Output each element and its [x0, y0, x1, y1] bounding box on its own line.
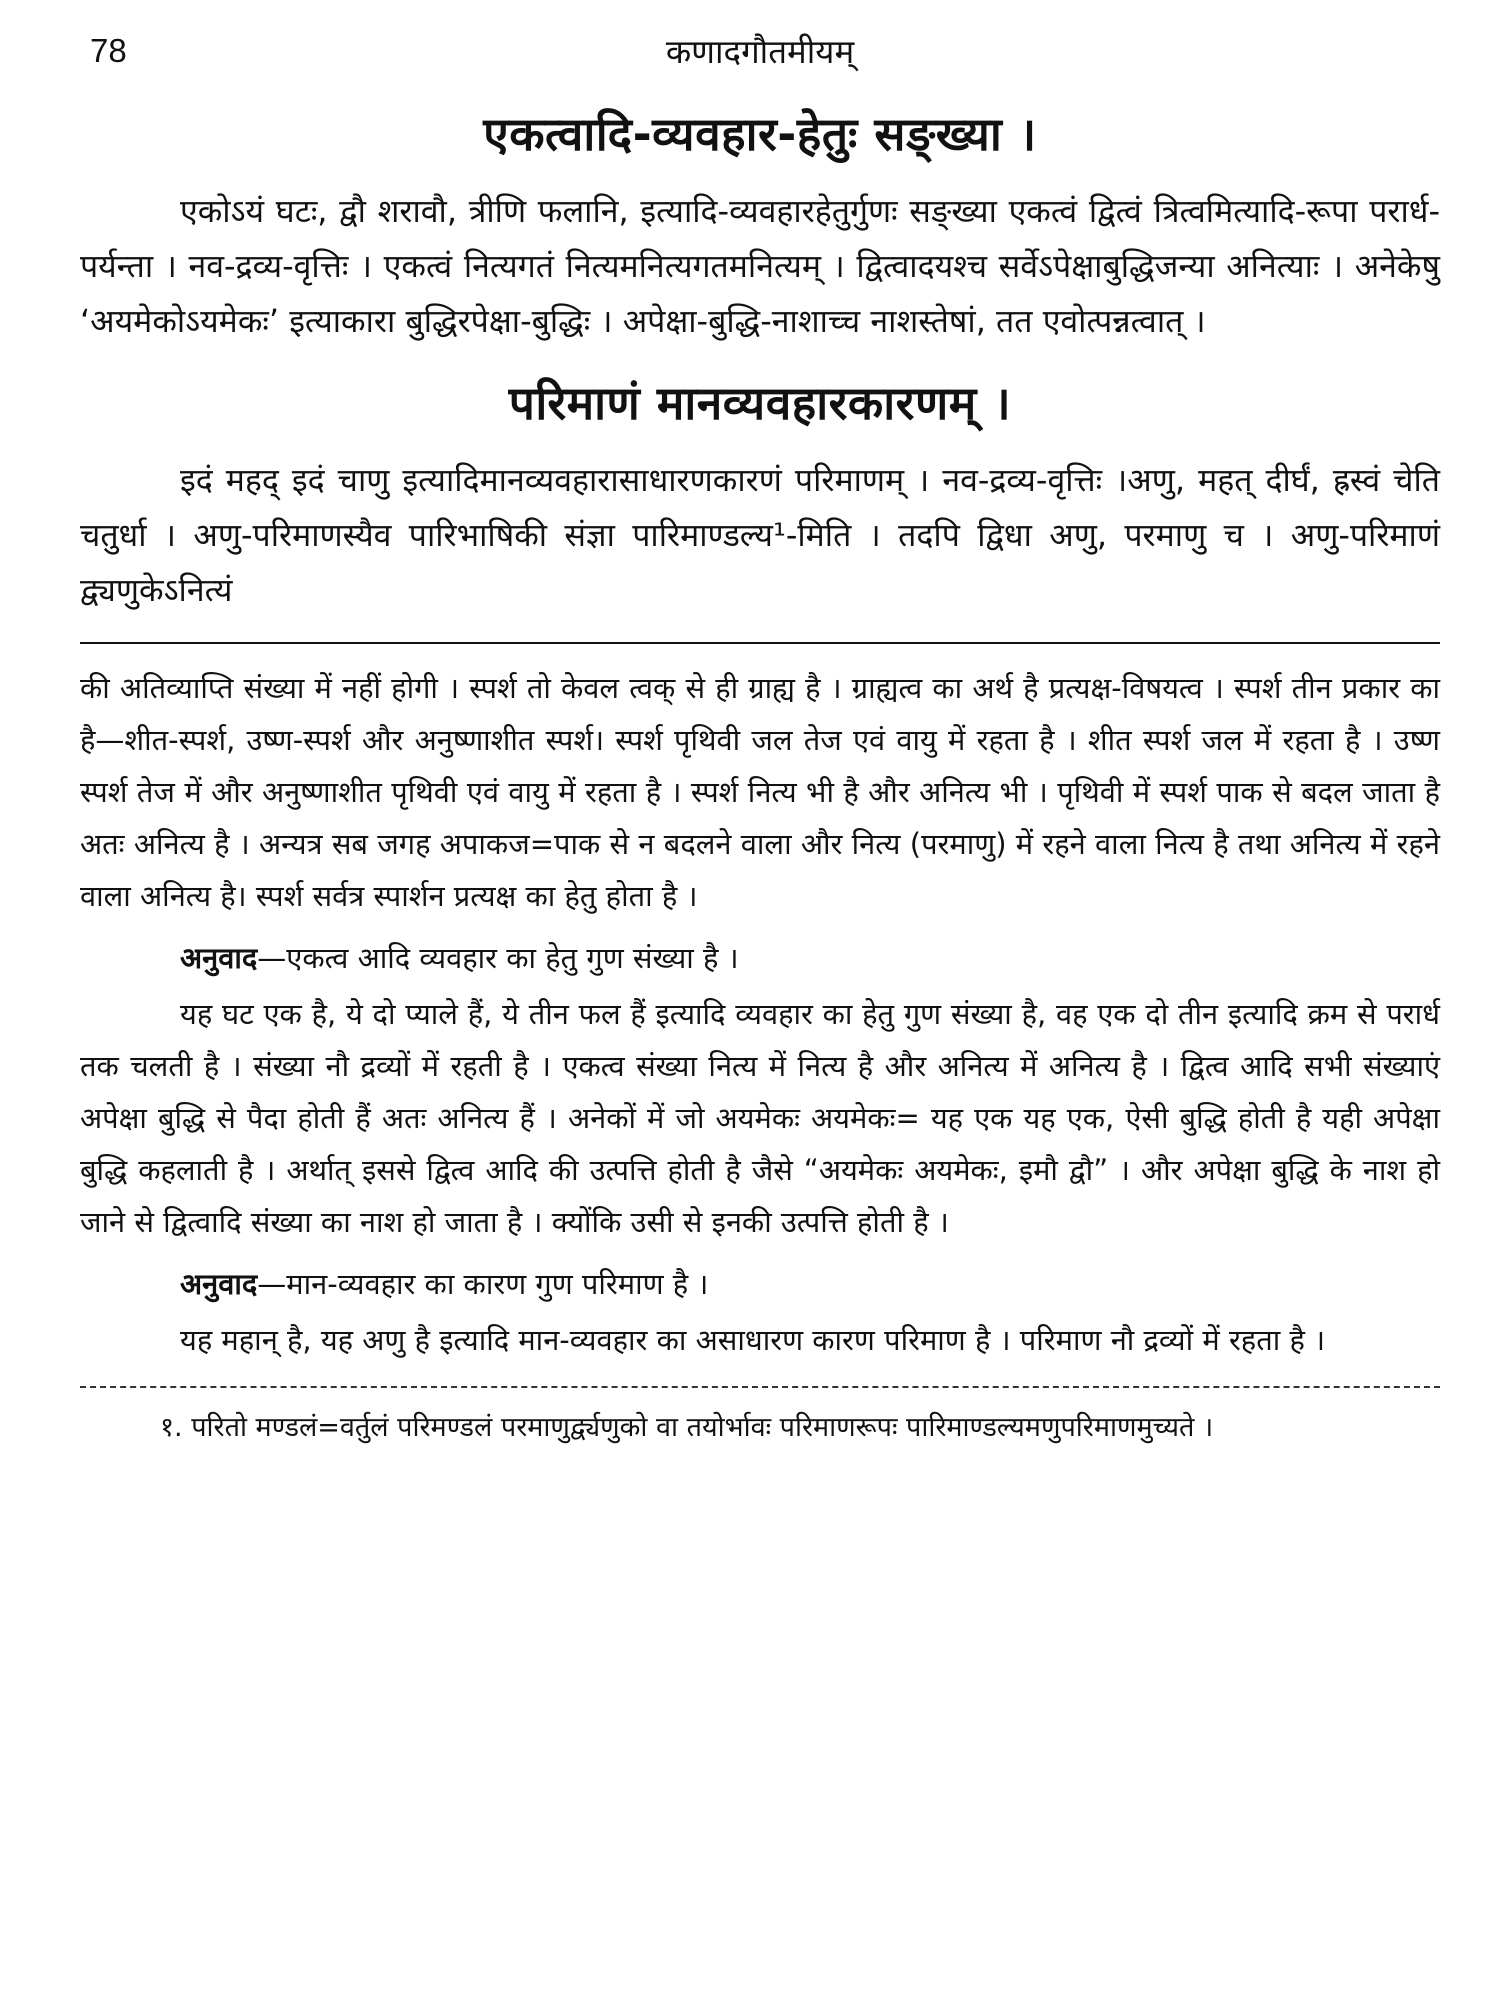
hindi-translation-2: यह महान् है, यह अणु है इत्यादि मान-व्यवहार का असाधारण कारण परिमाण है । परिमाण नौ द्रव्यों में रहता है । [180, 1323, 1326, 1357]
sutra-heading-2: परिमाणं मानव्यवहारकारणम् । [508, 376, 1012, 430]
anuvad-label: अनुवाद [180, 941, 258, 975]
footnote-divider [80, 1386, 1440, 1388]
running-title: कणादगौतमीयम् [665, 32, 855, 71]
anuvad-line-1 [80, 932, 1440, 984]
anuvad-label: अनुवाद [180, 1267, 258, 1301]
section-divider [80, 642, 1440, 644]
anuvad-line-2 [80, 1258, 1440, 1310]
sutra-heading-1: एकत्वादि-व्यवहार-हेतुः सङ्ख्या । [483, 107, 1037, 161]
anuvad-text: —एकत्व आदि व्यवहार का हेतु गुण संख्या है । [257, 941, 739, 975]
book-page [80, 20, 1440, 1980]
page-number: 78 [90, 32, 127, 69]
hindi-translation-1: यह घट एक है, ये दो प्याले हैं, ये तीन फल हैं इत्यादि व्यवहार का हेतु गुण संख्या है, वह एक दो तीन इत्यादि क्रम से परार्ध तक चलती है । संख्या नौ द्रव्यों में रहती है । एकत्व संख्या नित्य में नित्य है और अनित्य में अनित्य है । द्वित्व आदि सभी संख्याएं अपेक्षा बुद्धि से पैदा होती हैं अतः अनित्य हैं । अनेकों में जो अयमेकः अयमेकः= यह एक यह एक, ऐसी बुद्धि होती है यही अपेक्षा बुद्धि कहलाती है । अर्थात् इससे द्वित्व आदि की उत्पत्ति होती है जैसे “अयमेकः अयमेकः, इमौ द्वौ” । और अपेक्षा बुद्धि के नाश हो जाने से द्वित्वादि संख्या का नाश हो जाता है । क्योंकि उसी से इनकी उत्पत्ति होती है । [80, 997, 1440, 1239]
footnote: १. परितो मण्डलं=वर्तुलं परिमण्डलं परमाणुर्द्व्यणुको वा तयोर्भावः परिमाणरूपः पारिमाण्डल्यमणुपरिमाणमुच्यते । [160, 1412, 1214, 1443]
anuvad-text: —मान-व्यवहार का कारण गुण परिमाण है । [257, 1267, 709, 1301]
sanskrit-commentary-2: इदं महद् इदं चाणु इत्यादिमानव्यवहारासाधारणकारणं परिमाणम् । नव-द्रव्य-वृत्तिः ।अणु, महत् दीर्घं, ह्रस्वं चेति चतुर्धा । अणु-परिमाणस्यैव पारिभाषिकी संज्ञा पारिमाण्डल्य¹-मिति । तदपि द्विधा अणु, परमाणु च । अणु-परिमाणं द्व्यणुकेऽनित्यं [80, 461, 1440, 609]
sanskrit-commentary-1: एकोऽयं घटः, द्वौ शरावौ, त्रीणि फलानि, इत्यादि-व्यवहारहेतुर्गुणः सङ्ख्या एकत्वं द्वित्वं त्रित्वमित्यादि-रूपा परार्ध-पर्यन्ता । नव-द्रव्य-वृत्तिः । एकत्वं नित्यगतं नित्यमनित्यगतमनित्यम् । द्वित्वादयश्च सर्वेऽपेक्षाबुद्धिजन्या अनित्याः । अनेकेषु ‘अयमेकोऽयमेकः’ इत्याकारा बुद्धिरपेक्षा-बुद्धिः । अपेक्षा-बुद्धि-नाशाच्च नाशस्तेषां, तत एवोत्पन्नत्वात् । [80, 192, 1440, 340]
page-header [80, 20, 1440, 80]
hindi-continued-paragraph: की अतिव्याप्ति संख्या में नहीं होगी । स्पर्श तो केवल त्वक् से ही ग्राह्य है । ग्राह्यत्व का अर्थ है प्रत्यक्ष-विषयत्व । स्पर्श तीन प्रकार का है—शीत-स्पर्श, उष्ण-स्पर्श और अनुष्णाशीत स्पर्श। स्पर्श पृथिवी जल तेज एवं वायु में रहता है । शीत स्पर्श जल में रहता है । उष्ण स्पर्श तेज में और अनुष्णाशीत पृथिवी एवं वायु में रहता है । स्पर्श नित्य भी है और अनित्य भी । पृथिवी में स्पर्श पाक से बदल जाता है अतः अनित्य है । अन्यत्र सब जगह अपाकज=पाक से न बदलने वाला और नित्य (परमाणु) में रहने वाला नित्य है तथा अनित्य में रहने वाला अनित्य है। स्पर्श सर्वत्र स्पार्शन प्रत्यक्ष का हेतु होता है । [80, 671, 1440, 913]
